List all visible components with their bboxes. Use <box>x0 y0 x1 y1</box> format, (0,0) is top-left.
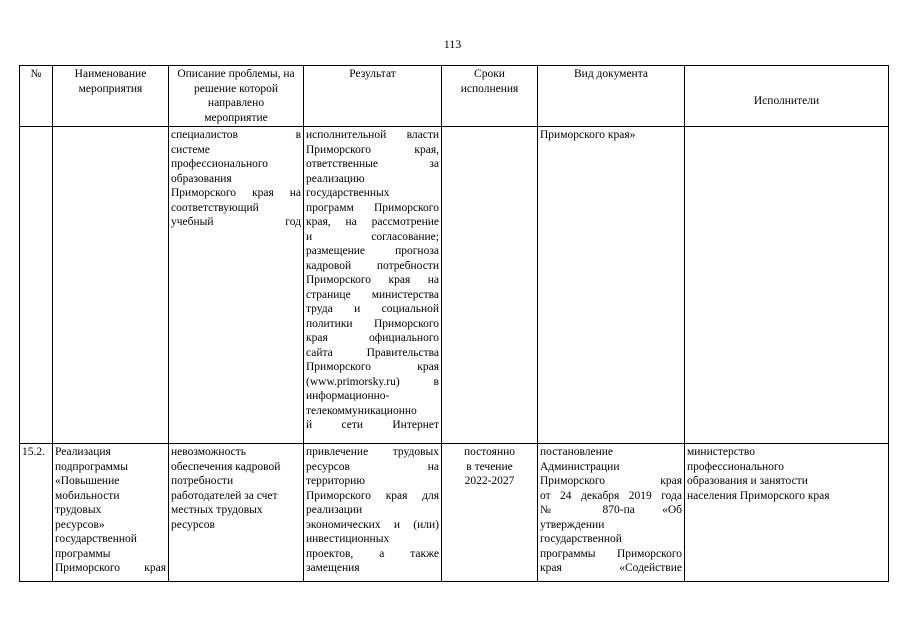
cell-num <box>20 127 53 444</box>
cell-executors: министерство профессионального образования и занятости населения Приморского края <box>685 444 889 582</box>
page-number: 113 <box>443 37 462 51</box>
header-name: Наименование мероприятия <box>53 66 169 127</box>
cell-executors <box>685 127 889 444</box>
table-row <box>20 444 889 582</box>
header-deadline: Сроки исполнения <box>442 66 538 127</box>
cell-deadline <box>442 127 538 444</box>
header-problem: Описание проблемы, на решение которой направлено мероприятие <box>169 66 304 127</box>
header-executors: Исполнители <box>685 66 889 127</box>
cell-num: 15.2. <box>20 444 53 582</box>
cell-name: Реализация подпрограммы «Повышение мобильности трудовых ресурсов» государственной программы Приморского края <box>53 444 169 582</box>
cell-document: постановление Администрации Приморского края от 24 декабря 2019 года № 870-па «Об утверждении государственной программы Приморского края «Содействие <box>538 444 685 582</box>
cell-result: исполнительной власти Приморского края, ответственные за реализацию государственных программ Приморского края, на рассмотрение и согласование; размещение прогноза кадровой потребности Приморского края на странице министерства труда и социальной политики Приморского края официального сайта Правительства Приморского края (www.primorsky.ru) в информационно- телекоммуникационно й сети Интернет <box>304 127 442 444</box>
cell-document: Приморского края» <box>538 127 685 444</box>
table-row <box>20 127 889 444</box>
header-num: № <box>20 66 53 127</box>
header-document: Вид документа <box>538 66 685 127</box>
cell-deadline: постоянно в течение 2022-2027 <box>442 444 538 582</box>
table-header-row <box>20 66 889 127</box>
header-result: Результат <box>304 66 442 127</box>
cell-problem: специалистов в системе профессионального образования Приморского края на соответствующий учебный год <box>169 127 304 444</box>
cell-problem: невозможность обеспечения кадровой потребности работодателей за счет местных трудовых ресурсов <box>169 444 304 582</box>
measures-table <box>19 65 889 582</box>
cell-result: привлечение трудовых ресурсов на территорию Приморского края для реализации экономических и (или) инвестиционных проектов, а также замещения <box>304 444 442 582</box>
cell-name <box>53 127 169 444</box>
